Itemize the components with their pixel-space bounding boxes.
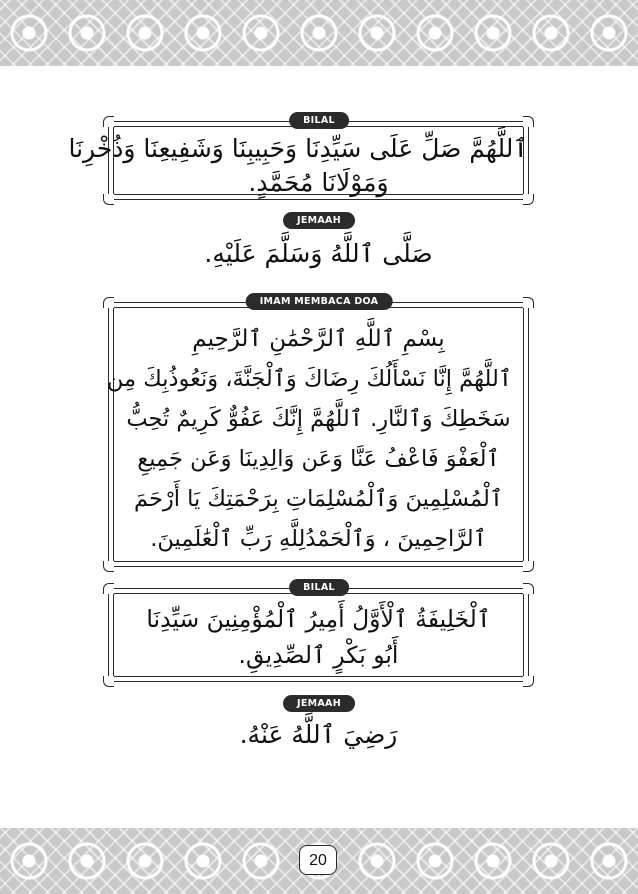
bilal-salawat-text xyxy=(68,132,528,200)
text-line: رَضِيَ ٱللَّهُ عَنْهُ. xyxy=(239,720,398,749)
frame-corner-ornament xyxy=(523,116,534,127)
basmalah-line: بِسْمِ ٱللَّهِ ٱلرَّحْمَٰنِ ٱلرَّحِيمِ xyxy=(192,326,445,352)
page-number: 20 xyxy=(299,845,337,875)
frame-corner-ornament xyxy=(523,676,534,687)
jemaah-response-text xyxy=(108,236,529,272)
text-line: صَلَّى ٱللَّهُ وَسَلَّمَ عَلَيْهِ. xyxy=(204,239,433,268)
imam-doa-label-badge: IMAM MEMBACA DOA xyxy=(246,293,393,310)
text-line: سَخَطِكَ وَٱلنَّارِ. ٱللَّهُمَّ إِنَّكَ عَفُوٌّ كَرِيمٌ تُحِبُّ xyxy=(126,406,511,432)
frame-corner-ornament xyxy=(103,561,114,572)
bilal-text-frame xyxy=(68,121,529,200)
imam-doa-text xyxy=(106,319,512,559)
bilal-label-badge: BILAL xyxy=(289,579,349,596)
text-line: ٱلْعَفْوَ فَاعْفُ عَنَّا وَعَن وَالِدِينَا وَعَن جَمِيعِ xyxy=(137,446,500,472)
frame-corner-ornament xyxy=(523,561,534,572)
frame-corner-ornament xyxy=(103,583,114,594)
imam-doa-text-frame xyxy=(108,302,529,567)
text-line: أَبُو بَكْرٍ ٱلصِّدِيقِ. xyxy=(238,641,399,669)
frame-corner-ornament xyxy=(103,297,114,308)
text-line: ٱلرَّاحِمِينَ ، وَٱلْحَمْدُلِلَّهِ رَبِّ ٱلْعَٰلَمِينَ. xyxy=(150,526,487,552)
frame-corner-ornament xyxy=(523,583,534,594)
frame-corner-ornament xyxy=(103,676,114,687)
jemaah-response-text xyxy=(108,717,529,753)
frame-corner-ornament xyxy=(103,116,114,127)
top-ornament-border xyxy=(0,0,638,66)
text-line: ٱللَّهُمَّ إِنَّا نَسْأَلُكَ رِضَاكَ وَٱلْجَنَّةَ، وَنَعُوذُبِكَ مِن xyxy=(106,366,512,392)
jemaah-label-badge: JEMAAH xyxy=(283,212,355,229)
text-line: وَمَوْلَانَا مُحَمَّدٍ. xyxy=(248,168,389,197)
bilal-text-frame xyxy=(108,588,529,682)
bilal-label-badge: BILAL xyxy=(289,112,349,129)
frame-corner-ornament xyxy=(523,297,534,308)
jemaah-label-badge: JEMAAH xyxy=(283,695,355,712)
text-line: ٱلْمُسْلِمِينَ وَٱلْمُسْلِمَاتِ بِرَحْمَتِكَ يَا أَرْحَمَ xyxy=(133,486,504,512)
bilal-khalifah-text xyxy=(109,601,528,673)
text-line: ٱللَّهُمَّ صَلِّ عَلَى سَيِّدِنَا وَحَبِيبِنَا وَشَفِيعِنَا وَذُخْرِنَا xyxy=(68,134,528,163)
text-line: ٱلْخَلِيفَةُ ٱلْأَوَّلُ أَمِيرُ ٱلْمُؤْمِنِينَ سَيِّدِنَا xyxy=(146,605,491,633)
